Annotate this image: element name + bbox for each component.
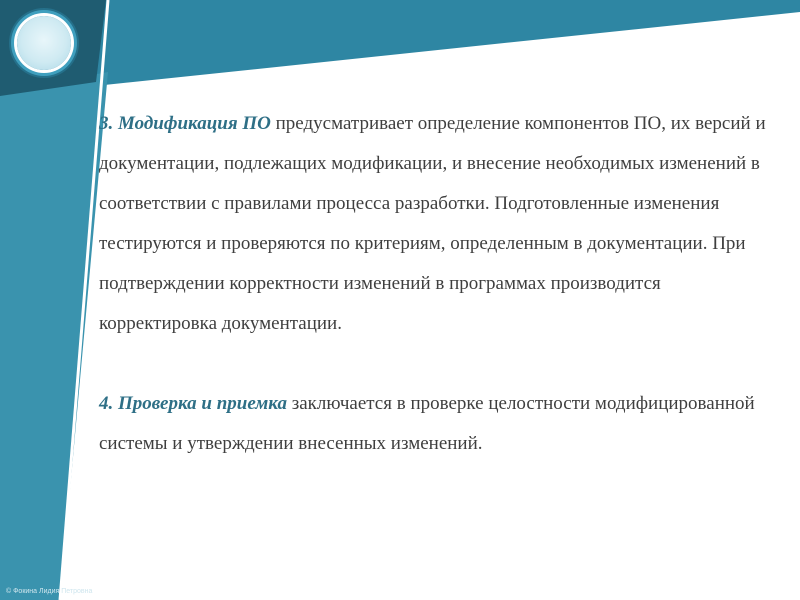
paragraph-body: предусматривает определение компонентов ПО, их версий и документации, подлежащих модификации, и внесение необходимых изменений в соответствии с правилами процесса разработки. Подготовленные изменения тестируются и проверяются по критериям, определенным в документации. При подтверждении корректности изменений в программах производится корректировка документации. — [99, 113, 766, 334]
paragraph-heading: 3. Модификация ПО — [99, 113, 271, 134]
paragraph-verification — [99, 384, 769, 464]
paragraph-modification — [99, 104, 769, 344]
left-band — [0, 72, 108, 600]
paragraph-body: заключается в проверке целостности модифицированной системы и утверждении внесенных изменений. — [99, 393, 755, 454]
top-band — [0, 0, 800, 96]
copyright-notice: © Фокина Лидия Петровна — [6, 588, 93, 595]
slide-content — [99, 104, 769, 464]
circle-badge-icon — [17, 16, 71, 70]
paragraph-heading: 4. Проверка и приемка — [99, 393, 287, 414]
